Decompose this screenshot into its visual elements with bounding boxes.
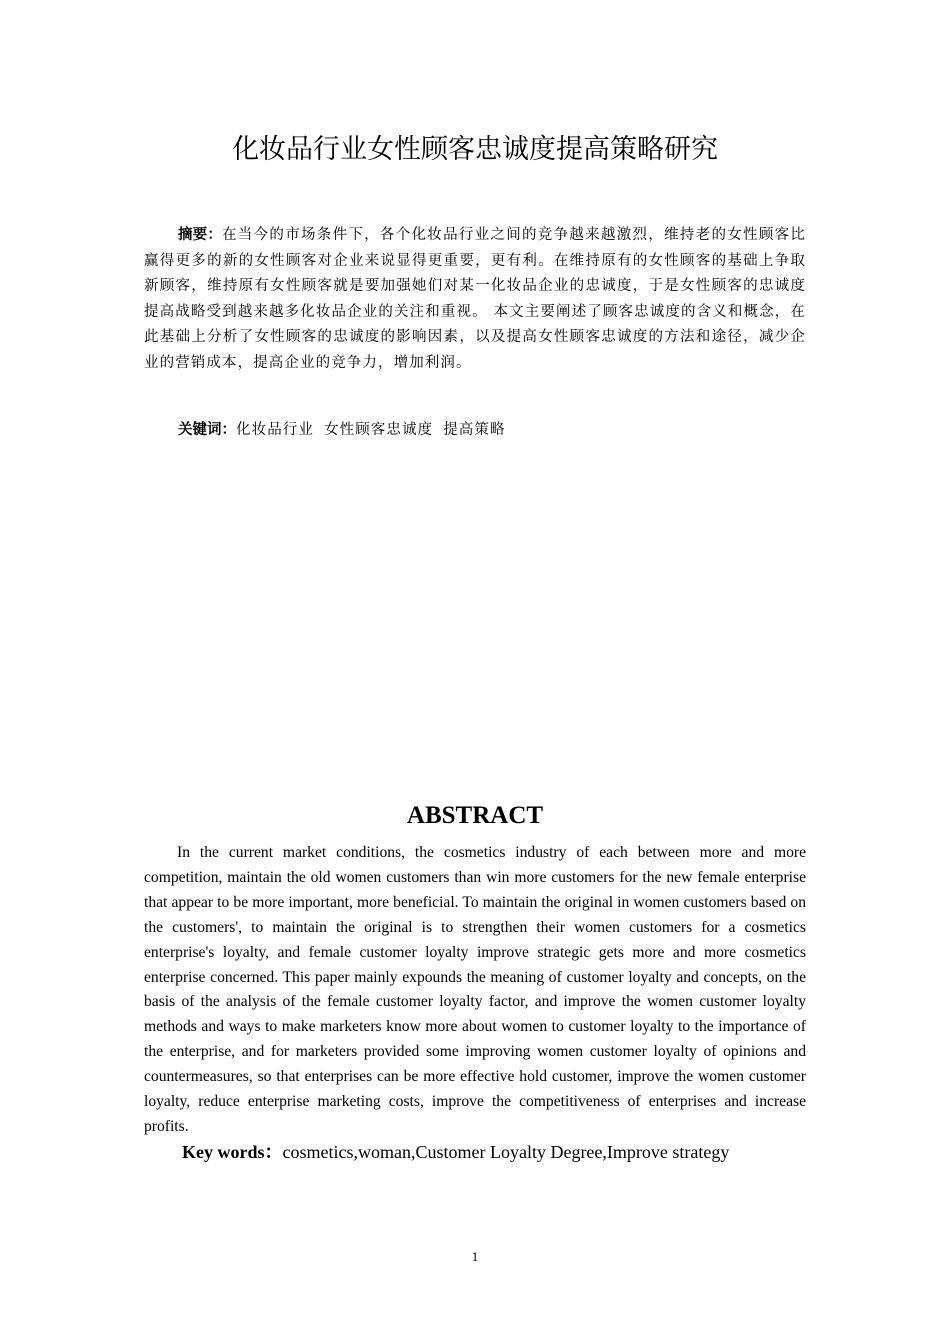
chinese-abstract-label: 摘要： [178,227,223,243]
english-keywords-label: Key words： [182,1142,283,1162]
chinese-keyword: 提高策略 [443,422,506,438]
chinese-abstract-text: 在当今的市场条件下，各个化妆品行业之间的竞争越来越激烈，维持老的女性顾客比赢得更多的新的女性顾客对企业来说显得更重要，更有利。在维持原有的女性顾客的基础上争取新顾客，维持原有女性顾客就是要加强她们对某一化妆品企业的忠诚度，于是女性顾客的忠诚度提高战略受到越来越多化妆品企业的关注和重视。 本文主要阐述了顾客忠诚度的含义和概念，在此基础上分析了女性顾客的忠诚度的影响因素，以及提高女性顾客忠诚度的方法和途径，减少企业的营销成本，提高企业的竞争力，增加利润。 [144,227,806,371]
english-abstract: In the current market conditions, the cosmetics industry of each between more and more competition, maintain the old women customers than win more customers for the new female enterprise that appear to be more important, more beneficial. To maintain the original in women customers based on the customers', to maintain the original is to strengthen their women customers for a cosmetics enterprise's loyalty, and female customer loyalty improve strategic gets more and more cosmetics enterprise concerned. This paper mainly expounds the meaning of customer loyalty and concepts, on the basis of the analysis of the female customer loyalty factor, and improve the women customer loyalty methods and ways to make marketers know more about women to customer loyalty to the importance of the enterprise, and for marketers provided some improving women customer loyalty of opinions and countermeasures, so that enterprises can be more effective hold customer, improve the women customer loyalty, reduce enterprise marketing costs, improve the competitiveness of enterprises and increase profits. [144,844,806,1135]
chinese-keyword: 化妆品行业 [236,422,314,438]
english-abstract-heading: ABSTRACT [406,802,544,829]
english-keywords [182,1138,806,1166]
chinese-keywords [178,417,806,443]
chinese-title: 化妆品行业女性顾客忠诚度提高策略研究 [232,134,718,165]
chinese-abstract [144,223,806,376]
chinese-keyword: 女性顾客忠诚度 [324,422,434,438]
chinese-keywords-label: 关键词： [178,422,236,438]
english-keywords-text: cosmetics,woman,Customer Loyalty Degree,Improve strategy [282,1142,730,1162]
page-number: 1 [471,1249,479,1264]
